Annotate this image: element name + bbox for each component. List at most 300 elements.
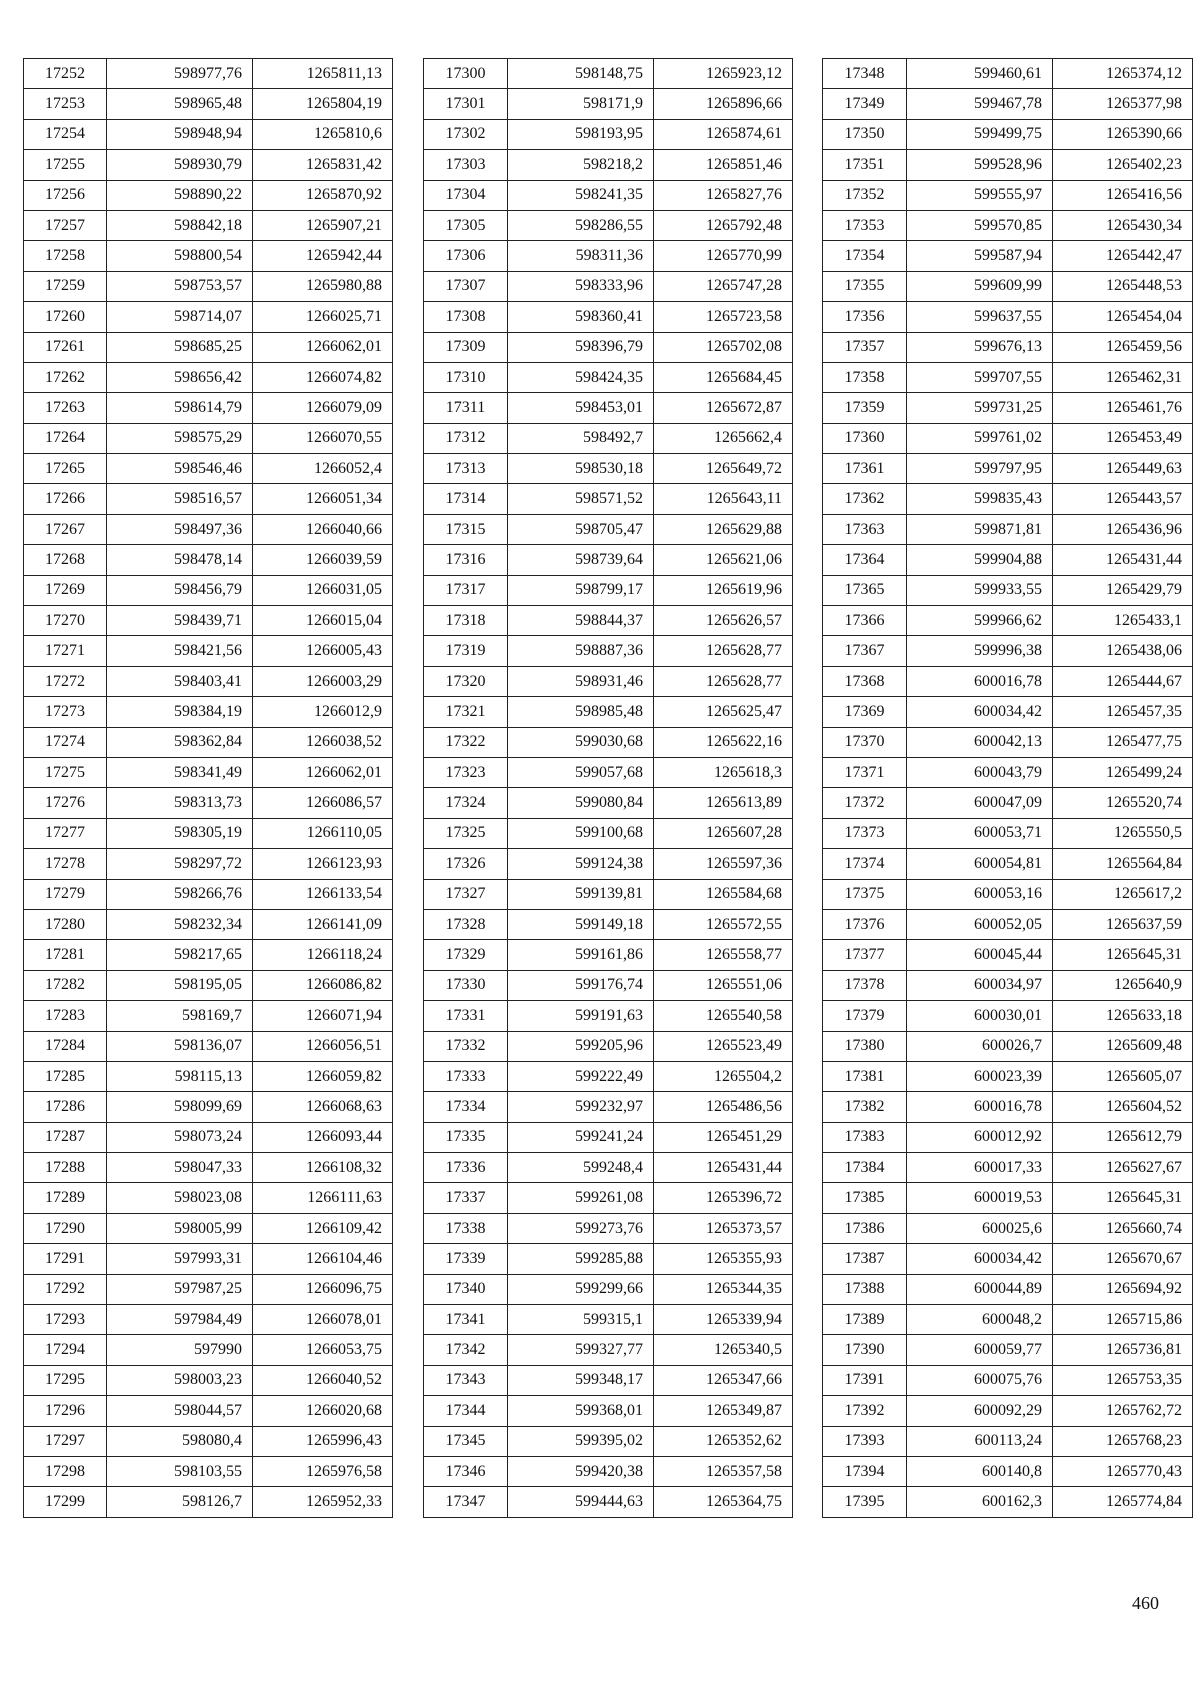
y-coordinate-cell: 1265429,79	[1053, 575, 1193, 605]
point-id-cell: 17371	[823, 757, 907, 787]
point-id-cell: 17337	[424, 1183, 508, 1213]
point-id-cell: 17287	[24, 1122, 107, 1152]
point-id-cell: 17304	[424, 180, 508, 210]
point-id-cell: 17388	[823, 1274, 907, 1304]
x-coordinate-cell: 599966,62	[907, 606, 1053, 636]
coordinates-table-3	[822, 58, 1193, 1518]
x-coordinate-cell: 599904,88	[907, 545, 1053, 575]
y-coordinate-cell: 1265340,5	[654, 1335, 793, 1365]
point-id-cell: 17297	[24, 1426, 107, 1456]
point-id-cell: 17363	[823, 514, 907, 544]
table-row	[823, 210, 1193, 240]
point-id-cell: 17274	[24, 727, 107, 757]
y-coordinate-cell: 1265607,28	[654, 818, 793, 848]
table-row	[823, 119, 1193, 149]
table-row	[24, 484, 393, 514]
point-id-cell: 17303	[424, 150, 508, 180]
point-id-cell: 17285	[24, 1061, 107, 1091]
point-id-cell: 17311	[424, 393, 508, 423]
y-coordinate-cell: 1265431,44	[1053, 545, 1193, 575]
table-row	[24, 59, 393, 89]
table-row	[424, 1213, 793, 1243]
point-id-cell: 17315	[424, 514, 508, 544]
point-id-cell: 17265	[24, 454, 107, 484]
table-row	[823, 1305, 1193, 1335]
point-id-cell: 17319	[424, 636, 508, 666]
table-row	[24, 849, 393, 879]
x-coordinate-cell: 598297,72	[107, 849, 253, 879]
x-coordinate-cell: 600019,53	[907, 1183, 1053, 1213]
table-row	[823, 393, 1193, 423]
point-id-cell: 17268	[24, 545, 107, 575]
table-row	[424, 1487, 793, 1517]
point-id-cell: 17307	[424, 271, 508, 301]
x-coordinate-cell: 598103,55	[107, 1456, 253, 1486]
y-coordinate-cell: 1265584,68	[654, 879, 793, 909]
x-coordinate-cell: 600162,3	[907, 1487, 1053, 1517]
table-row	[24, 1426, 393, 1456]
y-coordinate-cell: 1265551,06	[654, 970, 793, 1000]
x-coordinate-cell: 600054,81	[907, 849, 1053, 879]
y-coordinate-cell: 1265572,55	[654, 909, 793, 939]
x-coordinate-cell: 599499,75	[907, 119, 1053, 149]
table-row	[24, 1092, 393, 1122]
table-row	[424, 484, 793, 514]
y-coordinate-cell: 1266111,63	[253, 1183, 393, 1213]
point-id-cell: 17277	[24, 818, 107, 848]
y-coordinate-cell: 1266123,93	[253, 849, 393, 879]
point-id-cell: 17390	[823, 1335, 907, 1365]
point-id-cell: 17316	[424, 545, 508, 575]
table-row	[24, 1274, 393, 1304]
y-coordinate-cell: 1265672,87	[654, 393, 793, 423]
y-coordinate-cell: 1265550,5	[1053, 818, 1193, 848]
x-coordinate-cell: 598714,07	[107, 302, 253, 332]
y-coordinate-cell: 1265660,74	[1053, 1213, 1193, 1243]
point-id-cell: 17278	[24, 849, 107, 879]
point-id-cell: 17349	[823, 89, 907, 119]
x-coordinate-cell: 599761,02	[907, 423, 1053, 453]
table-row	[424, 697, 793, 727]
point-id-cell: 17270	[24, 606, 107, 636]
table-row	[823, 241, 1193, 271]
point-id-cell: 17356	[823, 302, 907, 332]
x-coordinate-cell: 599315,1	[508, 1305, 654, 1335]
x-coordinate-cell: 599232,97	[508, 1092, 654, 1122]
x-coordinate-cell: 598003,23	[107, 1365, 253, 1395]
x-coordinate-cell: 598218,2	[508, 150, 654, 180]
point-id-cell: 17346	[424, 1456, 508, 1486]
point-id-cell: 17257	[24, 210, 107, 240]
y-coordinate-cell: 1265628,77	[654, 666, 793, 696]
x-coordinate-cell: 598656,42	[107, 362, 253, 392]
x-coordinate-cell: 598497,36	[107, 514, 253, 544]
table-row	[24, 89, 393, 119]
x-coordinate-cell: 598948,94	[107, 119, 253, 149]
table-row	[424, 666, 793, 696]
y-coordinate-cell: 1265996,43	[253, 1426, 393, 1456]
y-coordinate-cell: 1265609,48	[1053, 1031, 1193, 1061]
x-coordinate-cell: 599528,96	[907, 150, 1053, 180]
point-id-cell: 17293	[24, 1305, 107, 1335]
point-id-cell: 17331	[424, 1001, 508, 1031]
y-coordinate-cell: 1266051,34	[253, 484, 393, 514]
y-coordinate-cell: 1265770,43	[1053, 1456, 1193, 1486]
point-id-cell: 17262	[24, 362, 107, 392]
table-row	[424, 423, 793, 453]
point-id-cell: 17284	[24, 1031, 107, 1061]
point-id-cell: 17332	[424, 1031, 508, 1061]
y-coordinate-cell: 1266020,68	[253, 1396, 393, 1426]
x-coordinate-cell: 600016,78	[907, 1092, 1053, 1122]
point-id-cell: 17322	[424, 727, 508, 757]
point-id-cell: 17347	[424, 1487, 508, 1517]
point-id-cell: 17357	[823, 332, 907, 362]
y-coordinate-cell: 1265626,57	[654, 606, 793, 636]
y-coordinate-cell: 1265617,2	[1053, 879, 1193, 909]
x-coordinate-cell: 600030,01	[907, 1001, 1053, 1031]
table-row	[24, 423, 393, 453]
table-row	[424, 1183, 793, 1213]
x-coordinate-cell: 598266,76	[107, 879, 253, 909]
point-id-cell: 17313	[424, 454, 508, 484]
x-coordinate-cell: 598044,57	[107, 1396, 253, 1426]
x-coordinate-cell: 600052,05	[907, 909, 1053, 939]
x-coordinate-cell: 599191,63	[508, 1001, 654, 1031]
x-coordinate-cell: 599261,08	[508, 1183, 654, 1213]
point-id-cell: 17306	[424, 241, 508, 271]
y-coordinate-cell: 1265723,58	[654, 302, 793, 332]
y-coordinate-cell: 1265618,3	[654, 757, 793, 787]
x-coordinate-cell: 598136,07	[107, 1031, 253, 1061]
table-body	[823, 59, 1193, 1518]
table-row	[24, 210, 393, 240]
point-id-cell: 17320	[424, 666, 508, 696]
point-id-cell: 17286	[24, 1092, 107, 1122]
x-coordinate-cell: 599676,13	[907, 332, 1053, 362]
y-coordinate-cell: 1265768,23	[1053, 1426, 1193, 1456]
point-id-cell: 17330	[424, 970, 508, 1000]
y-coordinate-cell: 1265605,07	[1053, 1061, 1193, 1091]
y-coordinate-cell: 1265792,48	[654, 210, 793, 240]
table-row	[823, 180, 1193, 210]
y-coordinate-cell: 1265349,87	[654, 1396, 793, 1426]
y-coordinate-cell: 1266052,4	[253, 454, 393, 484]
y-coordinate-cell: 1265942,44	[253, 241, 393, 271]
table-row	[24, 271, 393, 301]
table-row	[823, 849, 1193, 879]
point-id-cell: 17275	[24, 757, 107, 787]
y-coordinate-cell: 1265645,31	[1053, 1183, 1193, 1213]
table-row	[424, 757, 793, 787]
y-coordinate-cell: 1266078,01	[253, 1305, 393, 1335]
point-id-cell: 17263	[24, 393, 107, 423]
x-coordinate-cell: 598403,41	[107, 666, 253, 696]
x-coordinate-cell: 600016,78	[907, 666, 1053, 696]
point-id-cell: 17272	[24, 666, 107, 696]
table-row	[24, 332, 393, 362]
y-coordinate-cell: 1266040,52	[253, 1365, 393, 1395]
x-coordinate-cell: 598171,9	[508, 89, 654, 119]
point-id-cell: 17300	[424, 59, 508, 89]
x-coordinate-cell: 598753,57	[107, 271, 253, 301]
y-coordinate-cell: 1265613,89	[654, 788, 793, 818]
x-coordinate-cell: 598705,47	[508, 514, 654, 544]
point-id-cell: 17291	[24, 1244, 107, 1274]
table-row	[424, 89, 793, 119]
point-id-cell: 17317	[424, 575, 508, 605]
y-coordinate-cell: 1266015,04	[253, 606, 393, 636]
point-id-cell: 17373	[823, 818, 907, 848]
x-coordinate-cell: 600048,2	[907, 1305, 1053, 1335]
y-coordinate-cell: 1265355,93	[654, 1244, 793, 1274]
y-coordinate-cell: 1265625,47	[654, 697, 793, 727]
x-coordinate-cell: 599835,43	[907, 484, 1053, 514]
point-id-cell: 17271	[24, 636, 107, 666]
x-coordinate-cell: 598169,7	[107, 1001, 253, 1031]
x-coordinate-cell: 599100,68	[508, 818, 654, 848]
point-id-cell: 17352	[823, 180, 907, 210]
x-coordinate-cell: 597984,49	[107, 1305, 253, 1335]
table-row	[823, 1001, 1193, 1031]
x-coordinate-cell: 597987,25	[107, 1274, 253, 1304]
x-coordinate-cell: 598965,48	[107, 89, 253, 119]
x-coordinate-cell: 599420,38	[508, 1456, 654, 1486]
table-row	[823, 514, 1193, 544]
x-coordinate-cell: 600026,7	[907, 1031, 1053, 1061]
x-coordinate-cell: 600047,09	[907, 788, 1053, 818]
x-coordinate-cell: 600023,39	[907, 1061, 1053, 1091]
table-row	[424, 818, 793, 848]
table-row	[424, 1153, 793, 1183]
table-row	[823, 940, 1193, 970]
point-id-cell: 17377	[823, 940, 907, 970]
y-coordinate-cell: 1265831,42	[253, 150, 393, 180]
table-row	[823, 89, 1193, 119]
point-id-cell: 17264	[24, 423, 107, 453]
table-row	[424, 849, 793, 879]
x-coordinate-cell: 599205,96	[508, 1031, 654, 1061]
x-coordinate-cell: 599124,38	[508, 849, 654, 879]
y-coordinate-cell: 1265433,1	[1053, 606, 1193, 636]
x-coordinate-cell: 599731,25	[907, 393, 1053, 423]
x-coordinate-cell: 598530,18	[508, 454, 654, 484]
y-coordinate-cell: 1266070,55	[253, 423, 393, 453]
table-row	[424, 788, 793, 818]
x-coordinate-cell: 599467,78	[907, 89, 1053, 119]
y-coordinate-cell: 1265444,67	[1053, 666, 1193, 696]
y-coordinate-cell: 1265344,35	[654, 1274, 793, 1304]
point-id-cell: 17266	[24, 484, 107, 514]
y-coordinate-cell: 1265662,4	[654, 423, 793, 453]
point-id-cell: 17290	[24, 1213, 107, 1243]
table-row	[24, 1365, 393, 1395]
table-row	[823, 1274, 1193, 1304]
y-coordinate-cell: 1265670,67	[1053, 1244, 1193, 1274]
x-coordinate-cell: 600025,6	[907, 1213, 1053, 1243]
x-coordinate-cell: 598799,17	[508, 575, 654, 605]
point-id-cell: 17366	[823, 606, 907, 636]
x-coordinate-cell: 597993,31	[107, 1244, 253, 1274]
table-row	[24, 1183, 393, 1213]
y-coordinate-cell: 1265870,92	[253, 180, 393, 210]
y-coordinate-cell: 1265804,19	[253, 89, 393, 119]
x-coordinate-cell: 598023,08	[107, 1183, 253, 1213]
y-coordinate-cell: 1265431,44	[654, 1153, 793, 1183]
y-coordinate-cell: 1265980,88	[253, 271, 393, 301]
y-coordinate-cell: 1265621,06	[654, 545, 793, 575]
y-coordinate-cell: 1265622,16	[654, 727, 793, 757]
coordinates-table-1	[23, 58, 393, 1518]
point-id-cell: 17383	[823, 1122, 907, 1152]
y-coordinate-cell: 1265416,56	[1053, 180, 1193, 210]
y-coordinate-cell: 1265442,47	[1053, 241, 1193, 271]
table-body	[24, 59, 393, 1518]
y-coordinate-cell: 1265352,62	[654, 1426, 793, 1456]
y-coordinate-cell: 1266074,82	[253, 362, 393, 392]
y-coordinate-cell: 1266039,59	[253, 545, 393, 575]
y-coordinate-cell: 1265684,45	[654, 362, 793, 392]
y-coordinate-cell: 1266093,44	[253, 1122, 393, 1152]
point-id-cell: 17260	[24, 302, 107, 332]
x-coordinate-cell: 598232,34	[107, 909, 253, 939]
point-id-cell: 17338	[424, 1213, 508, 1243]
point-id-cell: 17256	[24, 180, 107, 210]
y-coordinate-cell: 1266040,66	[253, 514, 393, 544]
table-row	[24, 970, 393, 1000]
y-coordinate-cell: 1265694,92	[1053, 1274, 1193, 1304]
x-coordinate-cell: 599871,81	[907, 514, 1053, 544]
point-id-cell: 17310	[424, 362, 508, 392]
table-row	[823, 1122, 1193, 1152]
x-coordinate-cell: 599241,24	[508, 1122, 654, 1152]
point-id-cell: 17283	[24, 1001, 107, 1031]
y-coordinate-cell: 1265827,76	[654, 180, 793, 210]
point-id-cell: 17392	[823, 1396, 907, 1426]
x-coordinate-cell: 597990	[107, 1335, 253, 1365]
x-coordinate-cell: 600044,89	[907, 1274, 1053, 1304]
table-row	[823, 1426, 1193, 1456]
point-id-cell: 17288	[24, 1153, 107, 1183]
point-id-cell: 17323	[424, 757, 508, 787]
point-id-cell: 17342	[424, 1335, 508, 1365]
point-id-cell: 17279	[24, 879, 107, 909]
y-coordinate-cell: 1265436,96	[1053, 514, 1193, 544]
table-row	[424, 1092, 793, 1122]
table-row	[24, 818, 393, 848]
y-coordinate-cell: 1265774,84	[1053, 1487, 1193, 1517]
table-row	[424, 575, 793, 605]
point-id-cell: 17258	[24, 241, 107, 271]
x-coordinate-cell: 599176,74	[508, 970, 654, 1000]
table-row	[24, 606, 393, 636]
x-coordinate-cell: 599273,76	[508, 1213, 654, 1243]
point-id-cell: 17380	[823, 1031, 907, 1061]
point-id-cell: 17276	[24, 788, 107, 818]
y-coordinate-cell: 1265459,56	[1053, 332, 1193, 362]
table-row	[823, 636, 1193, 666]
table-row	[424, 606, 793, 636]
x-coordinate-cell: 600045,44	[907, 940, 1053, 970]
page-number: 460	[1132, 1593, 1159, 1613]
x-coordinate-cell: 599797,95	[907, 454, 1053, 484]
table-row	[424, 302, 793, 332]
table-row	[24, 1244, 393, 1274]
point-id-cell: 17370	[823, 727, 907, 757]
x-coordinate-cell: 598546,46	[107, 454, 253, 484]
table-row	[424, 1001, 793, 1031]
x-coordinate-cell: 598844,37	[508, 606, 654, 636]
x-coordinate-cell: 599637,55	[907, 302, 1053, 332]
y-coordinate-cell: 1265619,96	[654, 575, 793, 605]
table-row	[24, 1396, 393, 1426]
table-row	[424, 727, 793, 757]
y-coordinate-cell: 1265645,31	[1053, 940, 1193, 970]
y-coordinate-cell: 1265451,29	[654, 1122, 793, 1152]
x-coordinate-cell: 598478,14	[107, 545, 253, 575]
table-row	[823, 150, 1193, 180]
x-coordinate-cell: 599030,68	[508, 727, 654, 757]
y-coordinate-cell: 1266056,51	[253, 1031, 393, 1061]
table-row	[823, 454, 1193, 484]
point-id-cell: 17324	[424, 788, 508, 818]
y-coordinate-cell: 1266003,29	[253, 666, 393, 696]
table-row	[823, 1213, 1193, 1243]
point-id-cell: 17359	[823, 393, 907, 423]
point-id-cell: 17281	[24, 940, 107, 970]
point-id-cell: 17295	[24, 1365, 107, 1395]
x-coordinate-cell: 599460,61	[907, 59, 1053, 89]
point-id-cell: 17367	[823, 636, 907, 666]
point-id-cell: 17253	[24, 89, 107, 119]
y-coordinate-cell: 1265364,75	[654, 1487, 793, 1517]
table-row	[424, 1456, 793, 1486]
table-row	[24, 514, 393, 544]
y-coordinate-cell: 1265558,77	[654, 940, 793, 970]
y-coordinate-cell: 1266086,57	[253, 788, 393, 818]
table-row	[24, 454, 393, 484]
point-id-cell: 17340	[424, 1274, 508, 1304]
point-id-cell: 17375	[823, 879, 907, 909]
table-row	[24, 697, 393, 727]
point-id-cell: 17350	[823, 119, 907, 149]
point-id-cell: 17305	[424, 210, 508, 240]
point-id-cell: 17362	[823, 484, 907, 514]
x-coordinate-cell: 600034,97	[907, 970, 1053, 1000]
x-coordinate-cell: 600042,13	[907, 727, 1053, 757]
table-row	[424, 545, 793, 575]
y-coordinate-cell: 1265339,94	[654, 1305, 793, 1335]
x-coordinate-cell: 599161,86	[508, 940, 654, 970]
table-row	[424, 940, 793, 970]
point-id-cell: 17261	[24, 332, 107, 362]
point-id-cell: 17308	[424, 302, 508, 332]
table-row	[823, 757, 1193, 787]
point-id-cell: 17296	[24, 1396, 107, 1426]
point-id-cell: 17267	[24, 514, 107, 544]
table-row	[24, 575, 393, 605]
table-row	[823, 970, 1193, 1000]
point-id-cell: 17391	[823, 1365, 907, 1395]
y-coordinate-cell: 1265633,18	[1053, 1001, 1193, 1031]
x-coordinate-cell: 600053,71	[907, 818, 1053, 848]
point-id-cell: 17280	[24, 909, 107, 939]
point-id-cell: 17385	[823, 1183, 907, 1213]
x-coordinate-cell: 598456,79	[107, 575, 253, 605]
x-coordinate-cell: 598313,73	[107, 788, 253, 818]
table-row	[424, 1396, 793, 1426]
table-row	[24, 1031, 393, 1061]
